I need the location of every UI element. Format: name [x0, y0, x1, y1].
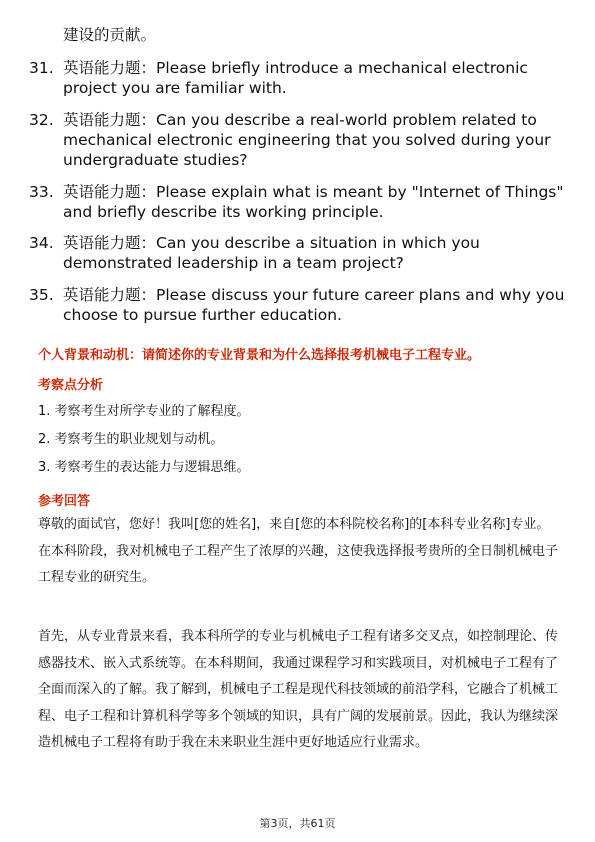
question-number: 33.: [29, 183, 54, 201]
question-number: 34.: [29, 234, 54, 252]
continuation-text: 建设的贡献。: [63, 26, 157, 44]
analysis-heading: 考察点分析: [38, 378, 104, 393]
question-number: 35.: [29, 286, 54, 304]
page-footer: 第3页，共61页: [259, 817, 336, 830]
question-32: [29, 110, 583, 170]
question-text: 英语能力题：Can you describe a situation in which you demonstrated leadership in a team project?: [63, 234, 480, 272]
analysis-point: 2. 考察考生的职业规划与动机。: [38, 432, 224, 447]
question-34: [29, 233, 583, 273]
question-text: 英语能力题：Please briefly introduce a mechanical electronic project you are familiar with.: [63, 59, 528, 97]
question-text: 英语能力题：Please discuss your future career plans and why you choose to pursue further education.: [63, 286, 565, 324]
answer-heading: 参考回答: [38, 494, 91, 509]
question-33: [29, 182, 583, 222]
analysis-point: 1. 考察考生对所学专业的了解程度。: [38, 404, 250, 419]
analysis-point: 3. 考察考生的表达能力与逻辑思维。: [38, 460, 250, 475]
question-number: 32.: [29, 111, 54, 129]
question-31: [29, 58, 583, 98]
question-35: [29, 285, 583, 325]
question-number: 31.: [29, 59, 54, 77]
question-text: 英语能力题：Can you describe a real-world problem related to mechanical electronic engineering that you solved during your undergraduate studies?: [63, 111, 551, 169]
answer-paragraph: 尊敬的面试官，您好！我叫[您的姓名]，来自[您的本科院校名称]的[本科专业名称]专业。在本科阶段，我对机械电子工程产生了浓厚的兴趣，这使我选择报考贵所的全日制机械电子工程专业的研究生。: [38, 517, 559, 585]
answer-paragraph: 首先，从专业背景来看，我本科所学的专业与机械电子工程有诸多交叉点，如控制理论、传感器技术、嵌入式系统等。在本科期间，我通过课程学习和实践项目，对机械电子工程有了全面而深入的了解。我了解到，机械电子工程是现代科技领域的前沿学科，它融合了机械工程、电子工程和计算机科学等多个领域的知识，具有广阔的发展前景。因此，我认为继续深造机械电子工程将有助于我在未来职业生涯中更好地适应行业需求。: [38, 629, 559, 750]
section-title: 个人背景和动机：请简述你的专业背景和为什么选择报考机械电子工程专业。: [38, 348, 481, 363]
question-text: 英语能力题：Please explain what is meant by "Internet of Things" and briefly describe its working principle.: [63, 183, 564, 221]
